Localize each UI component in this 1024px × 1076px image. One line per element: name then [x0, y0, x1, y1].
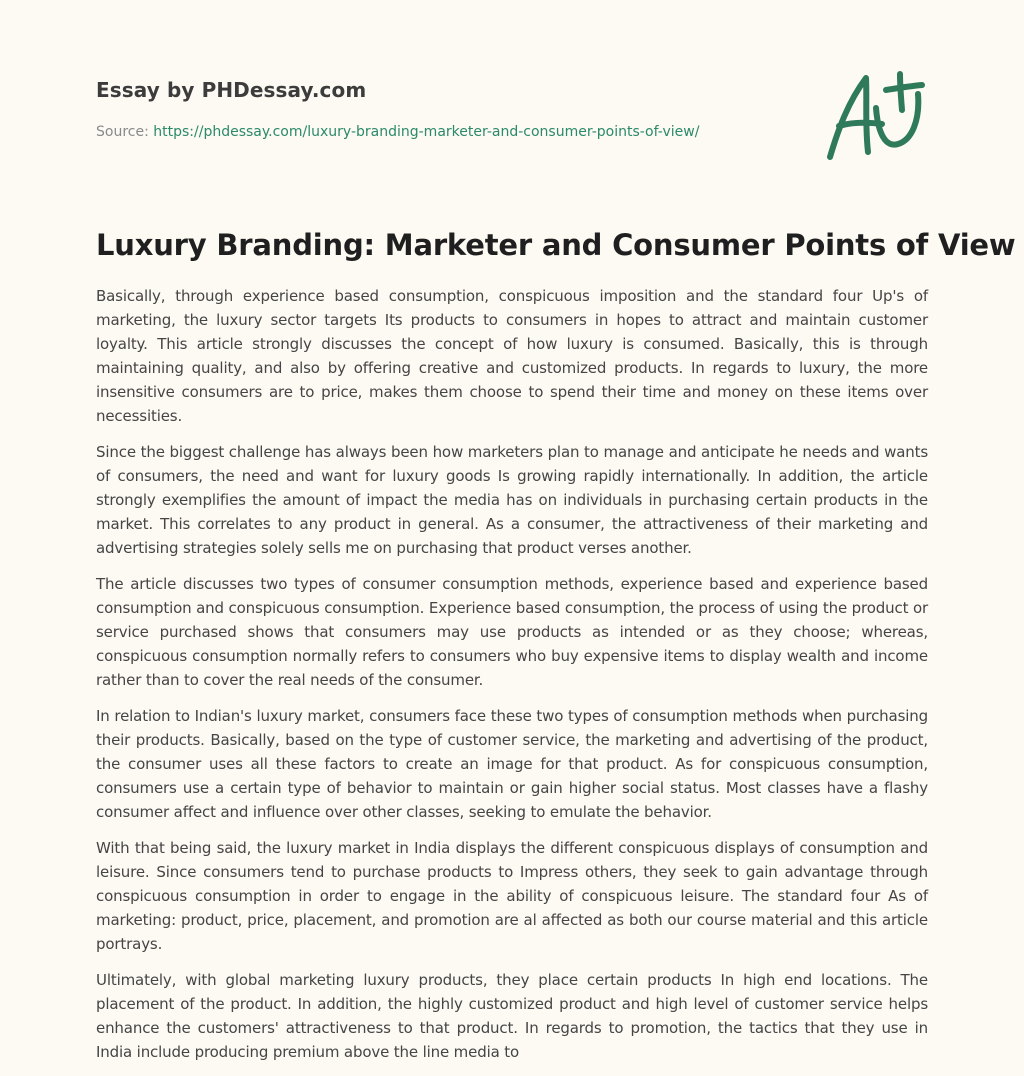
essay-paragraph: Ultimately, with global marketing luxury products, they place certain products In high end locations. The placement of the product. In addition, the highly customized product and high level of customer service helps enhance the customers' attractiveness to that product. In regards to promotion, the tactics that they use in India include producing premium above the line media to: [96, 971, 928, 1061]
essay-paragraph: The article discusses two types of consumer consumption methods, experience based and experience based consumption and conspicuous consumption. Experience based consumption, the process of using the product or service purchased shows that consumers may use products as intended or as they choose; whereas, conspicuous consumption normally refers to consumers who buy expensive items to display wealth and income rather than to cover the real needs of the consumer.: [96, 575, 928, 689]
essay-title: Luxury Branding: Marketer and Consumer Points of View: [96, 228, 1016, 262]
essay-paragraph: With that being said, the luxury market in India displays the different conspicuous displays of consumption and leisure. Since consumers tend to purchase products to Impress others, they seek to gain advantage through conspicuous consumption in order to engage in the ability of conspicuous leisure. The standard four As of marketing: product, price, placement, and promotion are al affected as both our course material and this article portrays.: [96, 839, 928, 953]
source-line: [96, 124, 699, 140]
essay-body: [96, 284, 928, 1076]
essay-paragraph: Basically, through experience based consumption, conspicuous imposition and the standard four Up's of marketing, the luxury sector targets Its products to consumers in hopes to attract and maintain customer loyalty. This article strongly discusses the concept of how luxury is consumed. Basically, this is through maintaining quality, and also by offering creative and customized products. In regards to luxury, the more insensitive consumers are to price, makes them choose to spend their time and money on these items over necessities.: [96, 287, 928, 425]
plus-horizontal: [886, 85, 922, 90]
essay-paragraph: Since the biggest challenge has always been how marketers plan to manage and anticipate he needs and wants of consumers, the need and want for luxury goods Is growing rapidly internationally. In addition, the article strongly exemplifies the amount of impact the media has on individuals in purchasing certain products in the market. This correlates to any product in general. As a consumer, the attractiveness of their marketing and advertising strategies solely sells me on purchasing that product verses another.: [96, 443, 928, 557]
source-link[interactable]: https://phdessay.com/luxury-branding-marketer-and-consumer-points-of-view/: [153, 124, 700, 140]
checkmark-stroke: [876, 94, 918, 145]
plus-vertical: [900, 74, 902, 110]
letter-a-stroke: [830, 78, 868, 157]
essay-paragraph: In relation to Indian's luxury market, consumers face these two types of consumption methods when purchasing their products. Basically, based on the type of customer service, the marketing and advertising of the product, the consumer uses all these factors to create an image for that product. As for conspicuous consumption, consumers use a certain type of behavior to maintain or gain higher social status. Most classes have a flashy consumer affect and influence over other classes, seeking to emulate the behavior.: [96, 707, 928, 821]
a-plus-grade-icon: [822, 68, 928, 164]
source-prefix: Source:: [96, 124, 149, 140]
site-label: Essay by PHDessay.com: [96, 78, 367, 102]
